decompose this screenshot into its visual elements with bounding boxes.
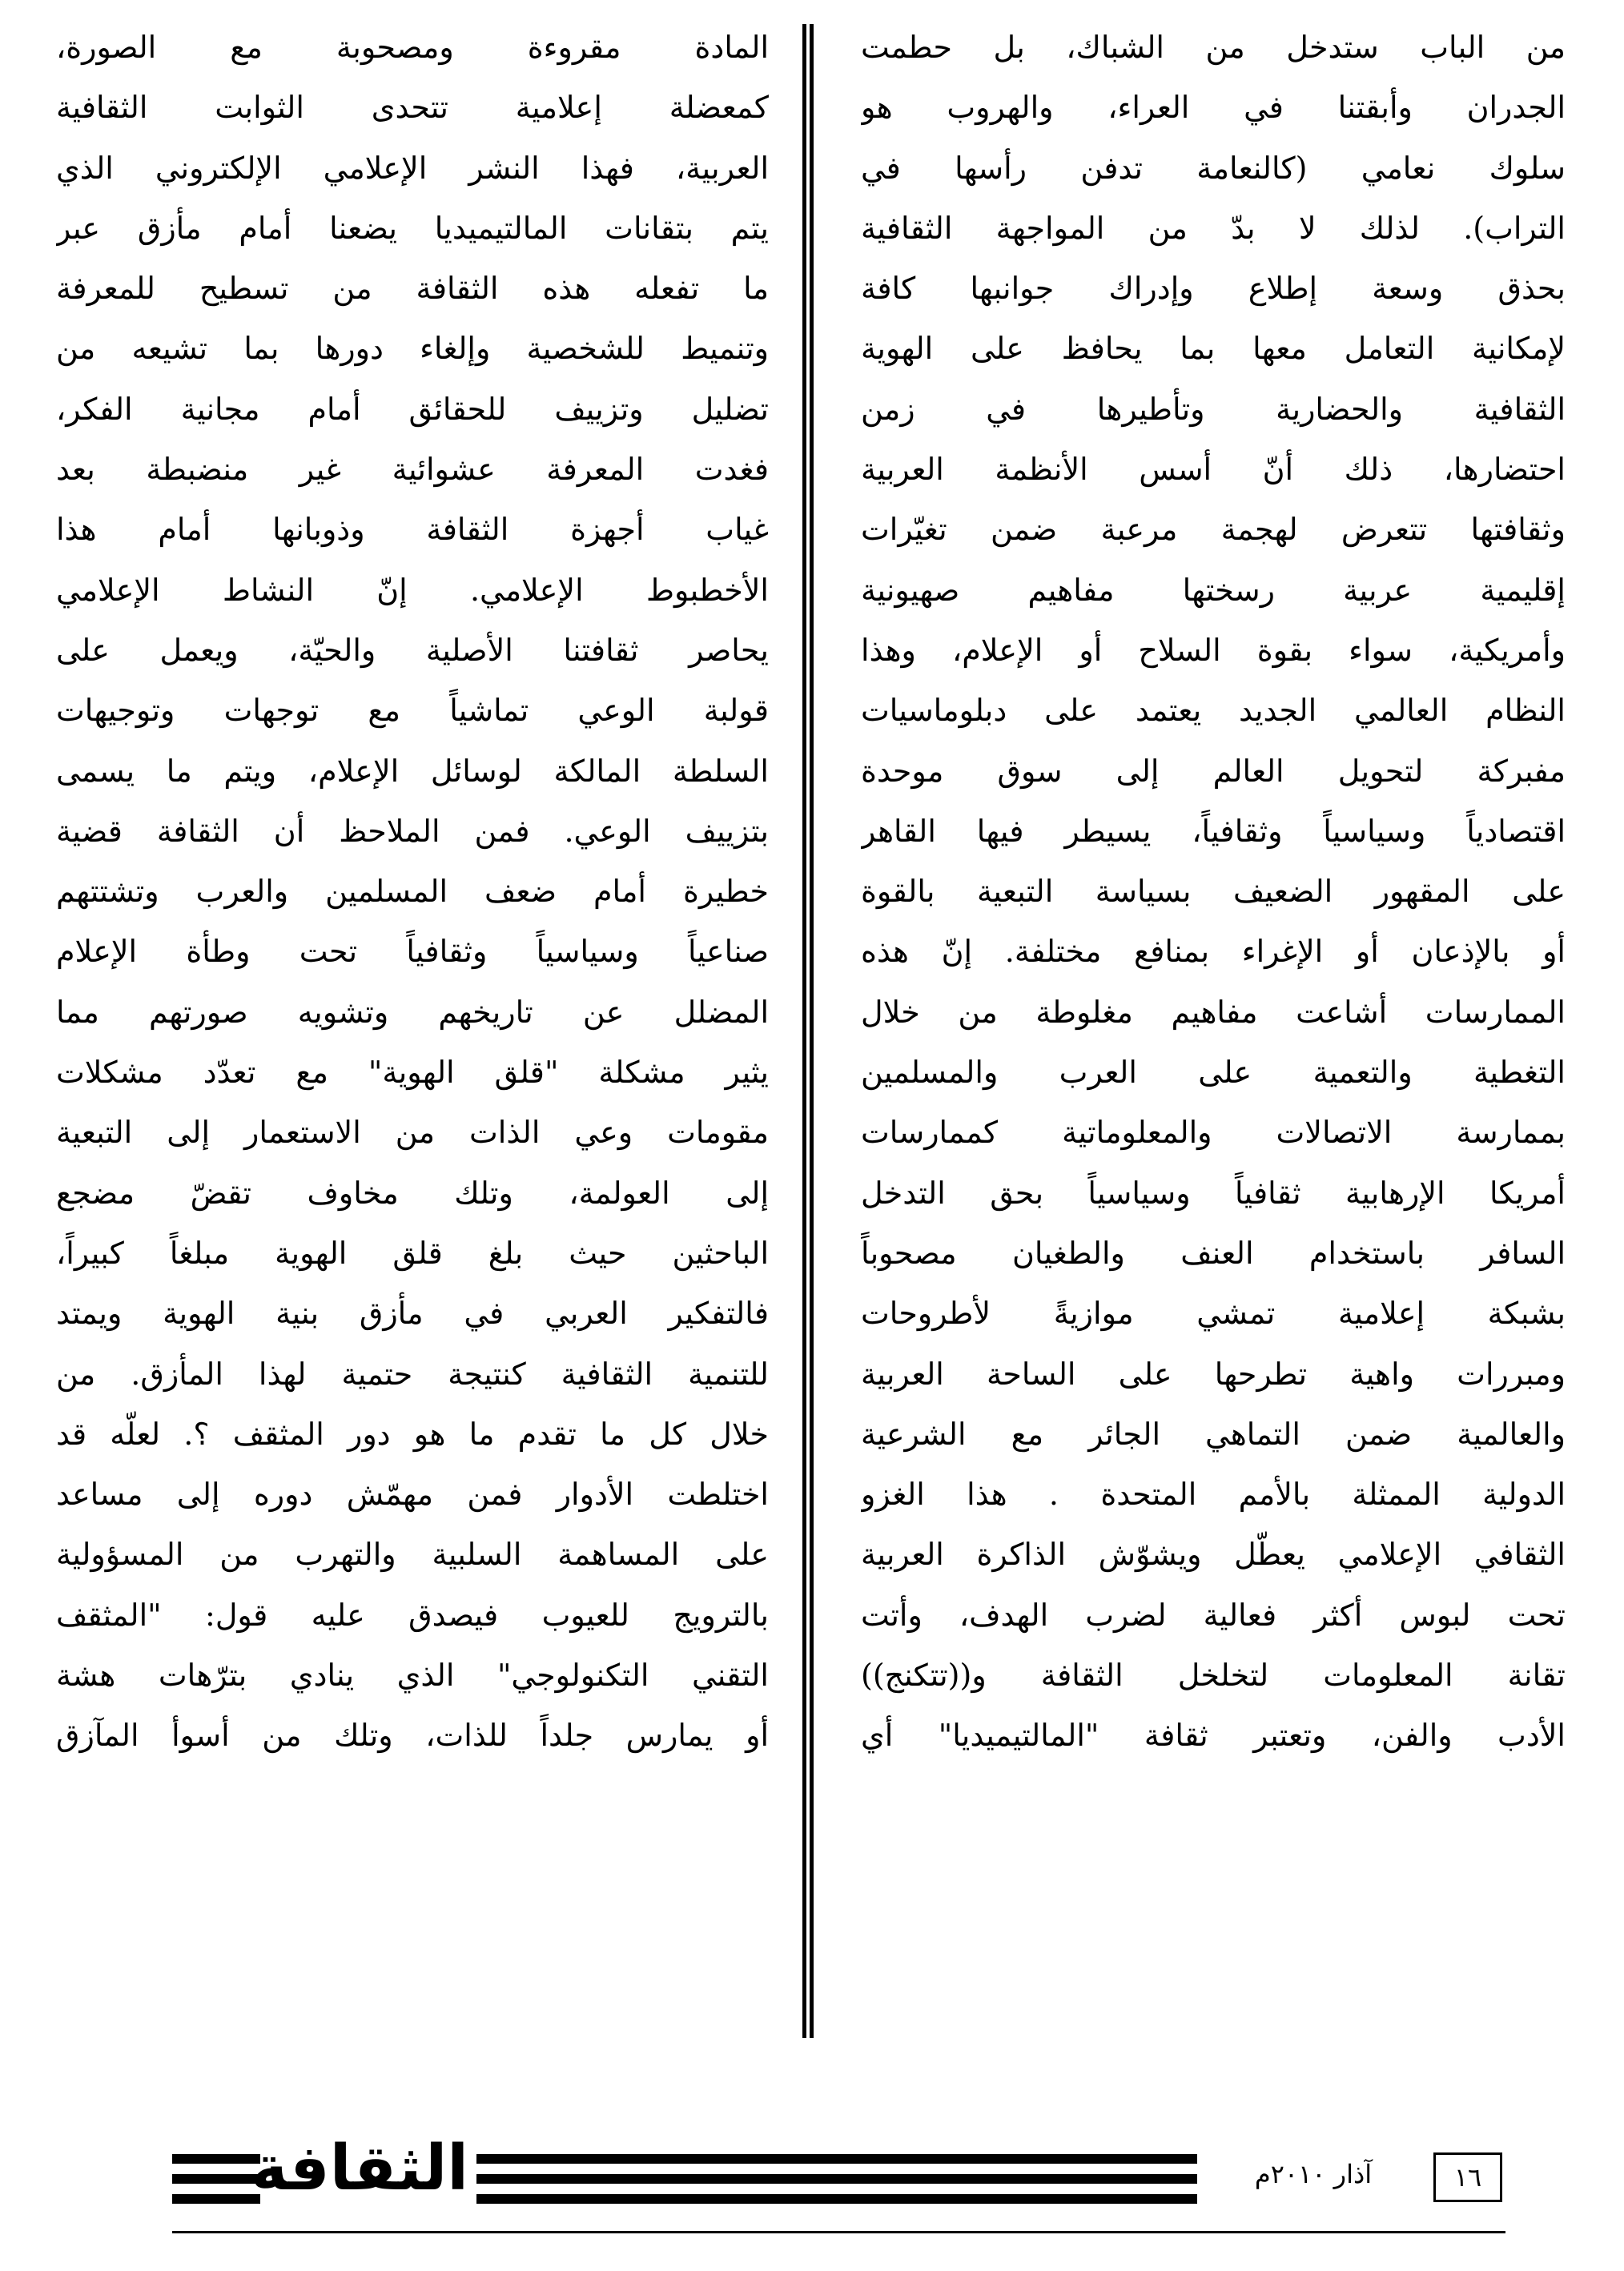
left-column-line: العربية، فهذا النشر الإعلامي الإلكتروني الذي [56,150,769,186]
left-column-line: مقومات وعي الذات من الاستعمار إلى التبعية [56,1115,769,1151]
right-column-line: أو بالإذعان أو الإغراء بمنافع مختلفة. إنّ هذه [861,934,1566,970]
left-column-line: فغدت المعرفة عشوائية غير منضبطة بعد [56,452,769,488]
footer-rule [172,2231,1505,2233]
right-column-line: تحت لبوس أكثر فعالية لضرب الهدف، وأتت [861,1597,1566,1633]
left-column-line: كمعضلة إعلامية تتحدى الثوابت الثقافية [56,90,769,126]
left-column-line: الباحثين حيث بلغ قلق الهوية مبلغاً كبيراً، [56,1235,769,1271]
right-column-line: على المقهور الضعيف بسياسة التبعية بالقوة [861,874,1566,910]
left-column-line: السلطة المالكة لوسائل الإعلام، ويتم ما يسمى [56,753,769,789]
right-column-line: بشبكة إعلامية تمشي موازيةً لأطروحات [861,1296,1566,1332]
right-column-line: تقانة المعلومات لتخلخل الثقافة و((تتكنج)) [861,1658,1566,1694]
right-column-line: وأمريكية، سواء بقوة السلاح أو الإعلام، وهذا [861,632,1566,668]
left-column-line: الأخطبوط الإعلامي. إنّ النشاط الإعلامي [56,572,769,608]
left-column-line: صناعياً وسياسياً وثقافياً تحت وطأة الإعلام [56,934,769,970]
right-column-line: إقليمية عربية رسختها مفاهيم صهيونية [861,572,1566,608]
left-column-line: يتم بتقانات المالتيميديا يضعنا أمام مأزق عبر [56,210,769,246]
right-column-line: التغطية والتعمية على العرب والمسلمين [861,1055,1566,1091]
left-column-line: على المساهمة السلبية والتهرب من المسؤولية [56,1537,769,1573]
column-divider [802,24,814,2038]
right-column-line: اقتصادياً وسياسياً وثقافياً، يسيطر فيها القاهر [861,813,1566,849]
right-column-line: الثقافي الإعلامي يعطّل ويشوّش الذاكرة العربية [861,1537,1566,1573]
right-column-line: بحذق وسعة إطلاع وإدراك جوانبها كافة [861,271,1566,307]
text-column-right [861,18,1566,1767]
right-column-line: من الباب ستدخل من الشباك، بل حطمت [861,30,1566,65]
right-column-line: التراب). لذلك لا بدّ من المواجهة الثقافية [861,210,1566,246]
right-column-line: وثقافتها تتعرض لهجمة مرعبة ضمن تغيّرات [861,512,1566,548]
right-column-line: الدولية الممثلة بالأمم المتحدة . هذا الغزو [861,1477,1566,1513]
right-column-line: النظام العالمي الجديد يعتمد على دبلوماسيات [861,693,1566,729]
footer-decorative-bars-left [172,2154,260,2204]
right-column-line: مفبركة لتحويل العالم إلى سوق موحدة [861,753,1566,789]
left-column-line: يثير مشكلة "قلق الهوية" مع تعدّد مشكلات [56,1055,769,1091]
left-column-line: ما تفعله هذه الثقافة من تسطيح للمعرفة [56,271,769,307]
right-column-line: بممارسة الاتصالات والمعلوماتية كممارسات [861,1115,1566,1151]
left-column-line: فالتفكير العربي في مأزق بنية الهوية ويمتد [56,1296,769,1332]
right-column-line: لإمكانية التعامل معها بما يحافظ على الهوية [861,331,1566,367]
left-column-line: خلال كل ما تقدم ما هو دور المثقف ؟. لعلّه قد [56,1416,769,1452]
left-column-line: المادة مقروءة ومصحوبة مع الصورة، [56,30,769,65]
right-column-line: السافر باستخدام العنف والطغيان مصحوباً [861,1235,1566,1271]
left-column-line: تضليل وتزييف للحقائق أمام مجانية الفكر، [56,391,769,427]
left-column-line: المضلل عن تاريخهم وتشويه صورتهم مما [56,994,769,1030]
left-column-line: خطيرة أمام ضعف المسلمين والعرب وتشتتهم [56,874,769,910]
text-column-left [56,18,769,1767]
right-column-line: الجدران وأبقتنا في العراء، والهروب هو [861,90,1566,126]
issue-date: آذار ٢٠١٠م [1254,2159,1373,2189]
left-column-line: أو يمارس جلداً للذات، وتلك من أسوأ المآزق [56,1718,769,1754]
left-column-line: يحاصر ثقافتنا الأصلية والحيّة، ويعمل على [56,632,769,668]
left-column-line: وتنميط للشخصية وإلغاء دورها بما تشيعه من [56,331,769,367]
left-column-line: بتزييف الوعي. فمن الملاحظ أن الثقافة قضية [56,813,769,849]
left-column-line: بالترويج للعيوب فيصدق عليه قول: "المثقف [56,1597,769,1633]
left-column-line: اختلطت الأدوار فمن مهمّش دوره إلى مساعد [56,1477,769,1513]
right-column-line: احتضارها، ذلك أنّ أسس الأنظمة العربية [861,452,1566,488]
magazine-title: الثقافة [251,2132,468,2205]
left-column-line: التقني التكنولوجي" الذي ينادي بترّهات هشة [56,1658,769,1694]
left-column-line: للتنمية الثقافية كنتيجة حتمية لهذا المأزق. من [56,1356,769,1392]
right-column-line: الثقافية والحضارية وتأطيرها في زمن [861,391,1566,427]
right-column-line: الأدب والفن، وتعتبر ثقافة "المالتيميديا" أي [861,1718,1566,1754]
right-column-line: ومبررات واهية تطرحها على الساحة العربية [861,1356,1566,1392]
left-column-line: قولبة الوعي تماشياً مع توجهات وتوجيهات [56,693,769,729]
left-column-line: غياب أجهزة الثقافة وذوبانها أمام هذا [56,512,769,548]
right-column-line: والعالمية ضمن التماهي الجائر مع الشرعية [861,1416,1566,1452]
right-column-line: الممارسات أشاعت مفاهيم مغلوطة من خلال [861,994,1566,1030]
page-number: ١٦ [1433,2152,1502,2202]
right-column-line: أمريكا الإرهابية ثقافياً وسياسياً بحق التدخل [861,1175,1566,1211]
right-column-line: سلوك نعامي (كالنعامة تدفن رأسها في [861,150,1566,186]
left-column-line: إلى العولمة، وتلك مخاوف تقضّ مضجع [56,1175,769,1211]
footer-decorative-bars-middle [476,2154,1197,2204]
